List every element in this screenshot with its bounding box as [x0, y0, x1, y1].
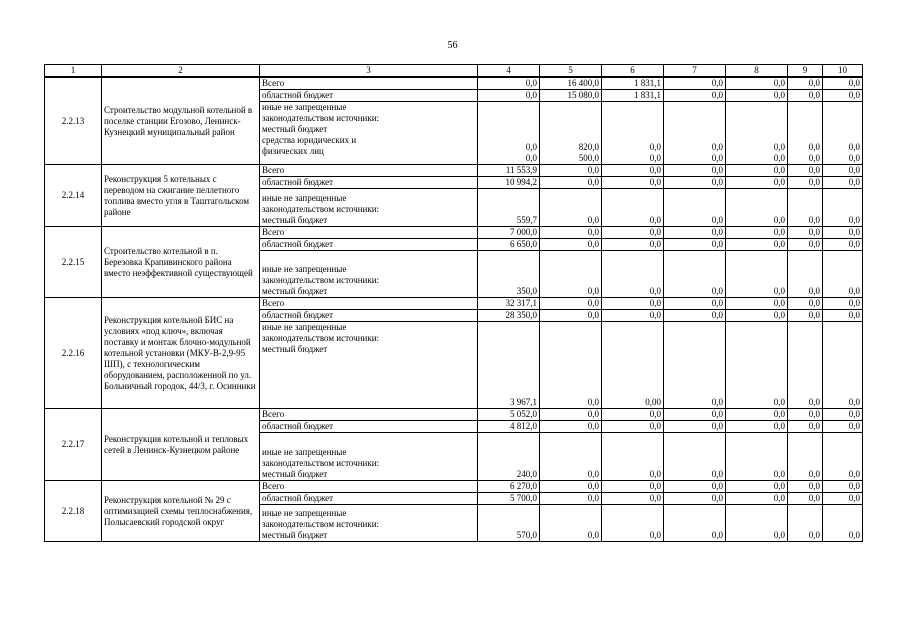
source-total-label: Всего	[260, 77, 478, 90]
source-total-label: Всего	[260, 409, 478, 421]
local-value: 0,0	[711, 215, 723, 225]
value-cell	[540, 433, 602, 481]
source-other-label	[260, 505, 478, 542]
source-other-line2: законодательством источники:	[262, 458, 380, 468]
value-cell	[823, 102, 863, 165]
value-cell: 0,0	[788, 165, 823, 177]
value-cell: 0,0	[602, 227, 664, 239]
local-value: 0,0	[711, 397, 723, 407]
value-cell: 0,0	[602, 481, 664, 493]
source-other-line2: законодательством источники:	[262, 204, 380, 214]
source-other-line2: законодательством источники:	[262, 333, 380, 343]
value-cell	[478, 433, 540, 481]
source-other-label	[260, 433, 478, 481]
value-cell: 1 831,1	[602, 90, 664, 102]
value-cell	[823, 189, 863, 227]
value-cell: 0,0	[726, 177, 788, 189]
item-description: Строительство котельной в п. Березовка Крапивинского района вместо неэффективной существующей	[102, 227, 260, 298]
value-cell	[478, 102, 540, 165]
value-cell	[602, 189, 664, 227]
value-cell	[788, 251, 823, 298]
value-cell	[540, 102, 602, 165]
local-value: 559,7	[516, 215, 537, 225]
table-row	[45, 298, 863, 310]
legal-value: 0,0	[649, 153, 661, 163]
source-legal-line1: средства юридических и	[262, 135, 357, 145]
local-value: 0,0	[808, 142, 820, 152]
value-cell	[602, 322, 664, 409]
value-cell	[478, 189, 540, 227]
legal-value: 0,0	[525, 153, 537, 163]
source-local-label: местный бюджет	[262, 344, 328, 354]
col-header-9: 9	[788, 65, 823, 78]
local-value: 0,0	[711, 469, 723, 479]
source-regional-label: областной бюджет	[260, 90, 478, 102]
value-cell: 28 350,0	[478, 310, 540, 322]
local-value: 0,0	[773, 530, 785, 540]
value-cell: 0,0	[726, 481, 788, 493]
col-header-8: 8	[726, 65, 788, 78]
local-value: 0,00	[645, 397, 661, 407]
value-cell	[788, 322, 823, 409]
source-regional-label: областной бюджет	[260, 310, 478, 322]
item-number: 2.2.14	[45, 165, 102, 227]
source-regional-label: областной бюджет	[260, 493, 478, 505]
value-cell: 0,0	[788, 298, 823, 310]
value-cell: 0,0	[788, 481, 823, 493]
value-cell: 0,0	[788, 227, 823, 239]
value-cell: 0,0	[602, 310, 664, 322]
item-number: 2.2.15	[45, 227, 102, 298]
value-cell: 0,0	[602, 409, 664, 421]
local-value: 0,0	[808, 286, 820, 296]
source-other-line2: законодательством источники:	[262, 113, 380, 123]
value-cell: 6 650,0	[478, 239, 540, 251]
value-cell: 0,0	[726, 310, 788, 322]
value-cell: 0,0	[823, 421, 863, 433]
value-cell: 0,0	[664, 177, 726, 189]
source-legal-line2: физических лиц	[262, 146, 324, 156]
value-cell: 0,0	[664, 481, 726, 493]
local-value: 0,0	[587, 286, 599, 296]
value-cell	[726, 102, 788, 165]
value-cell	[602, 433, 664, 481]
value-cell: 0,0	[540, 481, 602, 493]
source-local-label: местный бюджет	[262, 124, 328, 134]
value-cell	[726, 433, 788, 481]
col-header-6: 6	[602, 65, 664, 78]
local-value: 0,0	[711, 286, 723, 296]
value-cell: 0,0	[788, 310, 823, 322]
value-cell: 0,0	[788, 239, 823, 251]
value-cell: 7 000,0	[478, 227, 540, 239]
value-cell: 0,0	[664, 298, 726, 310]
value-cell: 0,0	[602, 493, 664, 505]
page-number: 56	[447, 40, 458, 51]
source-other-line1: иные не запрещенные	[262, 102, 347, 112]
value-cell: 0,0	[540, 310, 602, 322]
value-cell	[540, 505, 602, 542]
source-other-label	[260, 189, 478, 227]
value-cell	[540, 322, 602, 409]
local-value: 350,0	[516, 286, 537, 296]
local-value: 0,0	[773, 286, 785, 296]
value-cell	[478, 505, 540, 542]
value-cell: 0,0	[823, 90, 863, 102]
value-cell: 0,0	[788, 493, 823, 505]
value-cell: 4 812,0	[478, 421, 540, 433]
value-cell	[478, 251, 540, 298]
table-row	[45, 227, 863, 239]
local-value: 0,0	[808, 397, 820, 407]
value-cell: 0,0	[726, 165, 788, 177]
local-value: 820,0	[578, 142, 599, 152]
item-description: Строительство модульной котельной в поселке станции Егозово, Ленинск-Кузнецкий муниципальный район	[102, 77, 260, 165]
value-cell: 0,0	[823, 165, 863, 177]
value-cell: 0,0	[726, 421, 788, 433]
source-local-label: местный бюджет	[262, 215, 328, 225]
value-cell: 0,0	[823, 177, 863, 189]
source-regional-label: областной бюджет	[260, 421, 478, 433]
local-value: 0,0	[808, 469, 820, 479]
col-header-3: 3	[260, 65, 478, 78]
legal-value: 500,0	[578, 153, 599, 163]
col-header-5: 5	[540, 65, 602, 78]
value-cell: 0,0	[788, 77, 823, 90]
local-value: 0,0	[773, 142, 785, 152]
value-cell: 0,0	[823, 310, 863, 322]
value-cell	[664, 433, 726, 481]
local-value: 0,0	[773, 215, 785, 225]
col-header-2: 2	[102, 65, 260, 78]
value-cell: 0,0	[664, 77, 726, 90]
item-number: 2.2.18	[45, 481, 102, 542]
value-cell: 0,0	[540, 421, 602, 433]
value-cell	[823, 433, 863, 481]
value-cell: 0,0	[726, 227, 788, 239]
value-cell	[823, 505, 863, 542]
value-cell: 0,0	[540, 227, 602, 239]
value-cell: 0,0	[540, 493, 602, 505]
value-cell	[788, 505, 823, 542]
legal-value: 0,0	[773, 153, 785, 163]
value-cell: 0,0	[788, 421, 823, 433]
source-other-label	[260, 251, 478, 298]
source-total-label: Всего	[260, 481, 478, 493]
value-cell: 0,0	[664, 409, 726, 421]
value-cell: 0,0	[823, 239, 863, 251]
source-other-line1: иные не запрещенные	[262, 508, 347, 518]
value-cell: 15 080,0	[540, 90, 602, 102]
local-value: 0,0	[649, 215, 661, 225]
local-value: 0,0	[808, 530, 820, 540]
local-value: 0,0	[711, 530, 723, 540]
local-value: 0,0	[848, 286, 860, 296]
value-cell: 0,0	[540, 165, 602, 177]
local-value: 0,0	[525, 142, 537, 152]
local-value: 570,0	[516, 530, 537, 540]
value-cell	[602, 505, 664, 542]
value-cell: 0,0	[478, 90, 540, 102]
value-cell: 0,0	[823, 77, 863, 90]
value-cell: 0,0	[823, 481, 863, 493]
value-cell: 32 317,1	[478, 298, 540, 310]
value-cell: 0,0	[664, 165, 726, 177]
value-cell	[602, 102, 664, 165]
col-header-4: 4	[478, 65, 540, 78]
value-cell: 0,0	[726, 239, 788, 251]
legal-value: 0,0	[848, 153, 860, 163]
value-cell: 0,0	[726, 77, 788, 90]
value-cell: 0,0	[664, 493, 726, 505]
source-regional-label: областной бюджет	[260, 239, 478, 251]
value-cell: 0,0	[602, 239, 664, 251]
value-cell: 0,0	[664, 421, 726, 433]
legal-value: 0,0	[808, 153, 820, 163]
local-value: 0,0	[848, 215, 860, 225]
value-cell: 10 994,2	[478, 177, 540, 189]
source-other-line2: законодательством источники:	[262, 275, 380, 285]
value-cell: 0,0	[478, 77, 540, 90]
item-description: Реконструкция котельной и тепловых сетей в Ленинск-Кузнецком районе	[102, 409, 260, 481]
value-cell: 0,0	[726, 493, 788, 505]
value-cell: 0,0	[540, 177, 602, 189]
value-cell: 0,0	[602, 177, 664, 189]
value-cell	[478, 322, 540, 409]
value-cell: 0,0	[664, 90, 726, 102]
local-value: 240,0	[516, 469, 537, 479]
value-cell	[664, 322, 726, 409]
value-cell: 0,0	[602, 298, 664, 310]
value-cell: 0,0	[823, 227, 863, 239]
value-cell: 0,0	[664, 239, 726, 251]
value-cell: 0,0	[788, 177, 823, 189]
local-value: 0,0	[587, 397, 599, 407]
item-number: 2.2.13	[45, 77, 102, 165]
item-number: 2.2.17	[45, 409, 102, 481]
local-value: 0,0	[848, 469, 860, 479]
value-cell	[823, 322, 863, 409]
source-local-label: местный бюджет	[262, 530, 328, 540]
value-cell	[726, 189, 788, 227]
table-row	[45, 409, 863, 421]
value-cell	[664, 505, 726, 542]
table-row	[45, 481, 863, 493]
source-total-label: Всего	[260, 227, 478, 239]
value-cell: 0,0	[788, 90, 823, 102]
local-value: 0,0	[808, 215, 820, 225]
col-header-10: 10	[823, 65, 863, 78]
value-cell	[726, 251, 788, 298]
local-value: 0,0	[649, 469, 661, 479]
value-cell	[726, 505, 788, 542]
value-cell: 1 831,1	[602, 77, 664, 90]
value-cell	[664, 251, 726, 298]
value-cell: 0,0	[726, 409, 788, 421]
value-cell: 0,0	[540, 239, 602, 251]
value-cell	[664, 189, 726, 227]
local-value: 0,0	[848, 397, 860, 407]
source-total-label: Всего	[260, 298, 478, 310]
value-cell	[540, 189, 602, 227]
value-cell	[788, 189, 823, 227]
table-row	[45, 165, 863, 177]
value-cell: 0,0	[540, 409, 602, 421]
item-description: Реконструкция 5 котельных с переводом на сжигание пеллетного топлива вместо угля в Таштагольском районе	[102, 165, 260, 227]
local-value: 0,0	[649, 142, 661, 152]
table-row	[45, 77, 863, 90]
local-value: 0,0	[773, 469, 785, 479]
source-other-line1: иные не запрещенные	[262, 264, 347, 274]
value-cell	[664, 102, 726, 165]
source-other-line1: иные не запрещенные	[262, 322, 347, 332]
value-cell: 0,0	[726, 90, 788, 102]
local-value: 0,0	[587, 469, 599, 479]
col-header-7: 7	[664, 65, 726, 78]
local-value: 3 967,1	[510, 397, 537, 407]
source-total-label: Всего	[260, 165, 478, 177]
local-value: 0,0	[773, 397, 785, 407]
source-other-label	[260, 102, 478, 165]
local-value: 0,0	[649, 530, 661, 540]
value-cell: 5 052,0	[478, 409, 540, 421]
col-header-1: 1	[45, 65, 102, 78]
value-cell	[602, 251, 664, 298]
value-cell: 5 700,0	[478, 493, 540, 505]
legal-value: 0,0	[711, 153, 723, 163]
item-description: Реконструкция котельной № 29 с оптимизацией схемы теплоснабжения, Полысаевский городской округ	[102, 481, 260, 542]
source-local-label: местный бюджет	[262, 469, 328, 479]
value-cell	[788, 102, 823, 165]
value-cell: 16 400,0	[540, 77, 602, 90]
value-cell: 0,0	[726, 298, 788, 310]
item-description: Реконструкция котельной БИС на условиях «под ключ», включая поставку и монтаж блочно-модульной котельной установки (МКУ-В-2,9-95 ШП), с технологическим оборудованием, расположенной по ул. Больничный городок, 44/3, г. Осинники	[102, 298, 260, 409]
budget-table	[44, 64, 863, 542]
value-cell: 0,0	[823, 493, 863, 505]
value-cell: 0,0	[823, 409, 863, 421]
value-cell: 0,0	[602, 421, 664, 433]
source-other-label	[260, 322, 478, 409]
source-local-label: местный бюджет	[262, 286, 328, 296]
source-regional-label: областной бюджет	[260, 177, 478, 189]
value-cell	[788, 433, 823, 481]
source-other-line2: законодательством источники:	[262, 519, 380, 529]
local-value: 0,0	[587, 215, 599, 225]
local-value: 0,0	[848, 530, 860, 540]
source-other-line1: иные не запрещенные	[262, 447, 347, 457]
local-value: 0,0	[649, 286, 661, 296]
source-other-line1: иные не запрещенные	[262, 193, 347, 203]
item-number: 2.2.16	[45, 298, 102, 409]
value-cell	[726, 322, 788, 409]
value-cell: 0,0	[540, 298, 602, 310]
value-cell: 0,0	[602, 165, 664, 177]
value-cell: 0,0	[664, 227, 726, 239]
value-cell	[823, 251, 863, 298]
value-cell	[540, 251, 602, 298]
local-value: 0,0	[711, 142, 723, 152]
column-header-row	[45, 65, 863, 78]
local-value: 0,0	[587, 530, 599, 540]
value-cell: 0,0	[664, 310, 726, 322]
value-cell: 6 270,0	[478, 481, 540, 493]
value-cell: 0,0	[823, 298, 863, 310]
value-cell: 0,0	[788, 409, 823, 421]
value-cell: 11 553,9	[478, 165, 540, 177]
local-value: 0,0	[848, 142, 860, 152]
